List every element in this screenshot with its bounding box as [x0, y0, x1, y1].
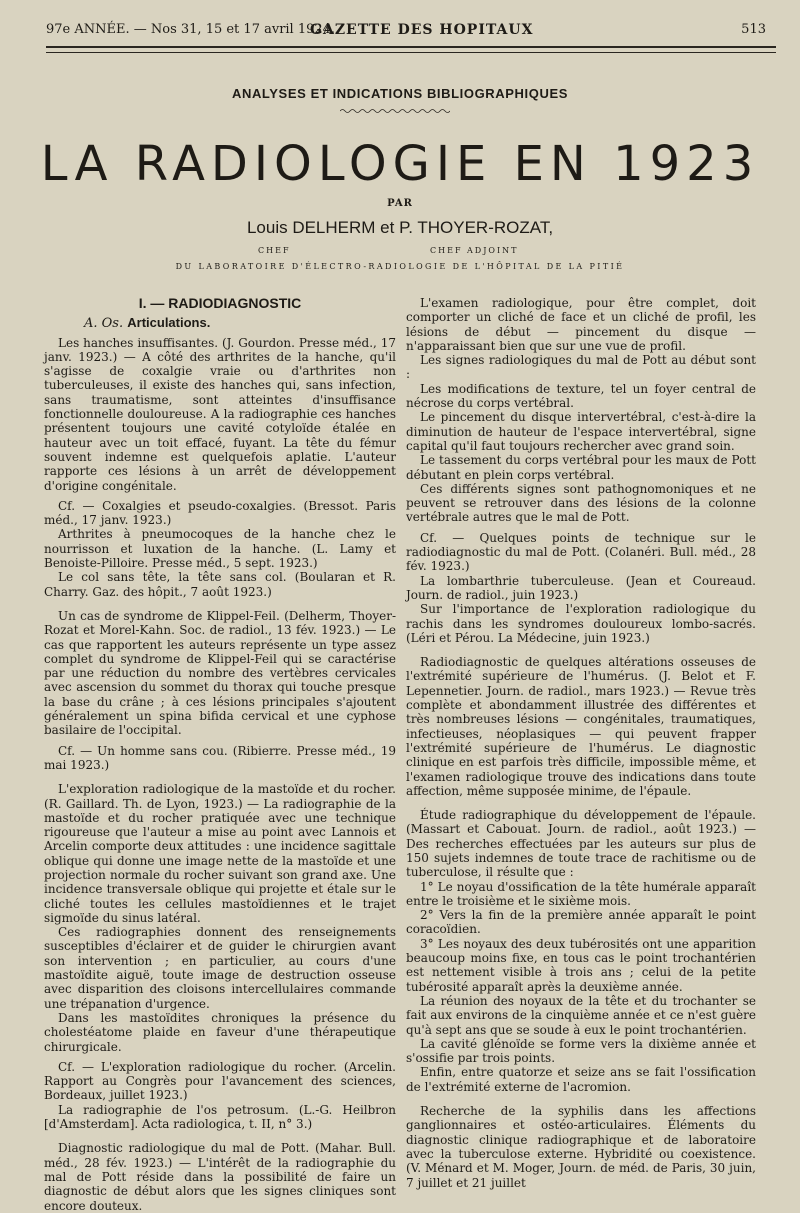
- entry-rocher: Cf. — L'exploration radiologique du rocher. (Arcelin. Rapport au Congrès pour l'avancement des sciences, Bordeaux, juillet 1923.): [44, 1059, 396, 1103]
- header-rule-thick: [46, 46, 776, 48]
- entry-klippel-feil: Un cas de syndrome de Klippel-Feil. (Delherm, Thoyer-Rozat et Morel-Kahn. Soc. de radiol., 13 fév. 1923.) — Le cas que rapportent les auteurs représente un type assez complet du syndrome de Klippel-Feil qui se caractérise par une réduction du nombre des vertèbres cervicales avec ascension du sommet du thorax qui touche presque la base du crâne ; à ces lésions principales s'ajoutent généralement un spina bifida cervical et une cyphose basilaire de l'occipital.: [44, 608, 396, 738]
- subheading-os-articulations: [44, 316, 396, 331]
- entry-epaule: Étude radiographique du développement de l'épaule. (Massart et Cabouat. Journ. de radiol., août 1923.) — Des recherches effectuées par les auteurs sur plus de 150 sujets indemnes de toute trace de rachitisme ou de tuberculose, il résulte que :: [406, 808, 756, 880]
- entry-epaule-5: La cavité glénoïde se forme vers la dixième année et s'ossifie par trois points.: [406, 1036, 756, 1066]
- entry-signes: Les signes radiologiques du mal de Pott au début sont :: [406, 353, 756, 382]
- entry-lombarthrie: La lombarthrie tuberculeuse. (Jean et Coureaud. Journ. de radiol., juin 1923.): [406, 573, 756, 602]
- entry-mal-de-pott: Diagnostic radiologique du mal de Pott. (Mahar. Bull. méd., 28 fév. 1923.) — L'intérêt de la radiographie du mal de Pott réside dans la possibilité de faire un diagnostic de début alors que les signes cliniques sont encore douteux.: [44, 1141, 396, 1213]
- entry-pathognomoniques: Ces différents signes sont pathognomoniques et ne peuvent se retrouver dans des lésions de la colonne vertébrale autres que le mal de Pott.: [406, 481, 756, 525]
- laboratory-line: DU LABORATOIRE D'ÉLECTRO-RADIOLOGIE DE L'HÔPITAL DE LA PITIÉ: [175, 262, 625, 271]
- byline-par: PAR: [387, 198, 413, 209]
- issue-info: 97e ANNÉE. — Nos 31, 15 et 17 avril 1924.: [46, 22, 336, 37]
- subheading-articulations: Articulations.: [127, 315, 211, 331]
- entry-epaule-4: La réunion des noyaux de la tête et du trochanter se fait aux environs de la cinquième année et ce n'est guère qu'à sept ans que se soude à eux le point trochantérien.: [406, 993, 756, 1037]
- entry-technique: Cf. — Quelques points de technique sur le radiodiagnostic du mal de Pott. (Colanéri. Bull. méd., 28 fév. 1923.): [406, 530, 756, 574]
- entry-rachis: Sur l'importance de l'exploration radiologique du rachis dans les syndromes douloureux lombo-sacrés. (Léri et Pérou. La Médecine, juin 1923.): [406, 602, 756, 645]
- journal-name: GAZETTE DES HOPITAUX: [310, 22, 534, 38]
- entry-examen-radiologique: L'examen radiologique, pour être complet, doit comporter un cliché de face et un cliché de profil, les lésions de début — pincement du disque — n'apparaissant bien que sur une vue de profil.: [406, 296, 756, 353]
- entry-hanches: Les hanches insuffisantes. (J. Gourdon. Presse méd., 17 janv. 1923.) — A côté des arthrites de la hanche, qu'il s'agisse de coxalgie vraie ou d'arthrites non tuberculeuses, il existe des hanches qui, sans infection, sans traumatisme, sont atteintes d'insuffisance fonctionnelle douloureuse. A la radiographie ces hanches présentent toujours une cavité cotyloïde étalée en hauteur avec un toit effacé, fuyant. La tête du fémur souvent indemne est quelquefois aplatie. L'auteur rapporte ces lésions à un arrêt de développement d'origine congénitale.: [44, 335, 396, 493]
- entry-coxalgies: Cf. — Coxalgies et pseudo-coxalgies. (Bressot. Paris méd., 17 janv. 1923.): [44, 498, 396, 528]
- subheading-os: A. Os.: [84, 316, 124, 332]
- article-title: LA RADIOLOGIE EN 1923: [40, 136, 760, 192]
- entry-os-petrosum: La radiographie de l'os petrosum. (L.-G. Heilbron [d'Amsterdam]. Acta radiologica, t. II, n° 3.): [44, 1102, 396, 1132]
- entry-epaule-2: 2° Vers la fin de la première année apparaît le point coracoïdien.: [406, 908, 756, 937]
- left-column: [44, 296, 396, 1213]
- entry-epaule-1: 1° Le noyau d'ossification de la tête humérale apparaît entre le troisième et le sixième mois.: [406, 879, 756, 908]
- entry-pincement: Le pincement du disque intervertébral, c'est-à-dire la diminution de hauteur de l'espace intervertébral, signe capital qu'il faut toujours rechercher avec grand soin.: [406, 410, 756, 453]
- entry-modifications: Les modifications de texture, tel un foyer central de nécrose du corps vertébral.: [406, 381, 756, 411]
- section-title: ANALYSES ET INDICATIONS BIBLIOGRAPHIQUES: [231, 86, 569, 101]
- entry-arthrites: Arthrites à pneumocoques de la hanche chez le nourrisson et luxation de la hanche. (L. Lamy et Benoiste-Pilloire. Presse méd., 5 sept. 1923.): [44, 527, 396, 571]
- heading-radiodiagnostic: I. — RADIODIAGNOSTIC: [138, 295, 302, 311]
- entry-humerus: Radiodiagnostic de quelques altérations osseuses de l'extrémité supérieure de l'humérus. (J. Belot et F. Lepennetier. Journ. de radiol., mars 1923.) — Revue très complète et abondamment illustrée des différentes et très nombreuses lésions — congénitales, traumatiques, infectieuses, néoplasiques — qui peuvent frapper l'extrémité supérieure de l'humérus. Le diagnostic clinique en est parfois très difficile, impossible même, et l'examen radiologique trouve des indications dans toute affection, même supposée minime, de l'épaule.: [406, 655, 756, 798]
- entry-epaule-6: Enfin, entre quatorze et seize ans se fait l'ossification de l'extrémité externe de l'acromion.: [406, 1065, 756, 1094]
- ornament-squiggle: [340, 108, 450, 114]
- entry-syphilis: Recherche de la syphilis dans les affections ganglionnaires et ostéo-articulaires. Éléments du diagnostic clinique radiographique et de laboratoire avec la tuberculose externe. Hybridité ou coexistence. (V. Ménard et M. Moger, Journ. de méd. de Paris, 30 juin, 7 juillet et 21 juillet: [406, 1104, 756, 1190]
- entry-epaule-3: 3° Les noyaux des deux tubérosités ont une apparition beaucoup moins fixe, en tous cas le point trochantérien est nettement visible à trois ans ; celui de la petite tubérosité apparaît après la deuxième année.: [406, 936, 756, 994]
- article-authors: Louis DELHERM et P. THOYER-ROZAT,: [246, 218, 554, 237]
- role-chef: CHEF: [258, 246, 291, 255]
- entry-col-sans-tete: Le col sans tête, la tête sans col. (Boularan et R. Charry. Gaz. des hôpit., 7 août 1923.): [44, 570, 396, 599]
- header-rule-thin: [46, 52, 776, 53]
- right-column: [406, 296, 756, 1190]
- page-number: 513: [741, 22, 766, 37]
- running-header: [46, 22, 766, 44]
- entry-mastoide: L'exploration radiologique de la mastoïde et du rocher. (R. Gaillard. Th. de Lyon, 1923.) — La radiographie de la mastoïde et du rocher pratiquée avec une technique rigoureuse que l'auteur a mise au point avec Lannois et Arcelin comporte deux attitudes : une incidence sagittale oblique qui donne une image nette de la mastoïde et une projection normale du rocher suivant son grand axe. Une incidence transversale oblique qui projette et étale sur le cliché toutes les cellules mastoïdiennes et le trajet sigmoïde du sinus latéral.: [44, 782, 396, 925]
- entry-mastoide-3: Dans les mastoïdites chroniques la présence du cholestéatome plaide en faveur d'une thérapeutique chirurgicale.: [44, 1010, 396, 1054]
- role-chef-adjoint: CHEF ADJOINT: [430, 246, 519, 255]
- entry-homme-sans-cou: Cf. — Un homme sans cou. (Ribierre. Presse méd., 19 mai 1923.): [44, 743, 396, 772]
- entry-tassement: Le tassement du corps vertébral pour les maux de Pott débutant en plein corps vertébral.: [406, 453, 756, 482]
- entry-mastoide-2: Ces radiographies donnent des renseignements susceptibles d'éclairer et de guider le chirurgien avant son intervention ; en particulier, au cours d'une mastoïdite aiguë, toute image de destruction osseuse avec disparition des cloisons intercellulaires commande une trépanation d'urgence.: [44, 925, 396, 1011]
